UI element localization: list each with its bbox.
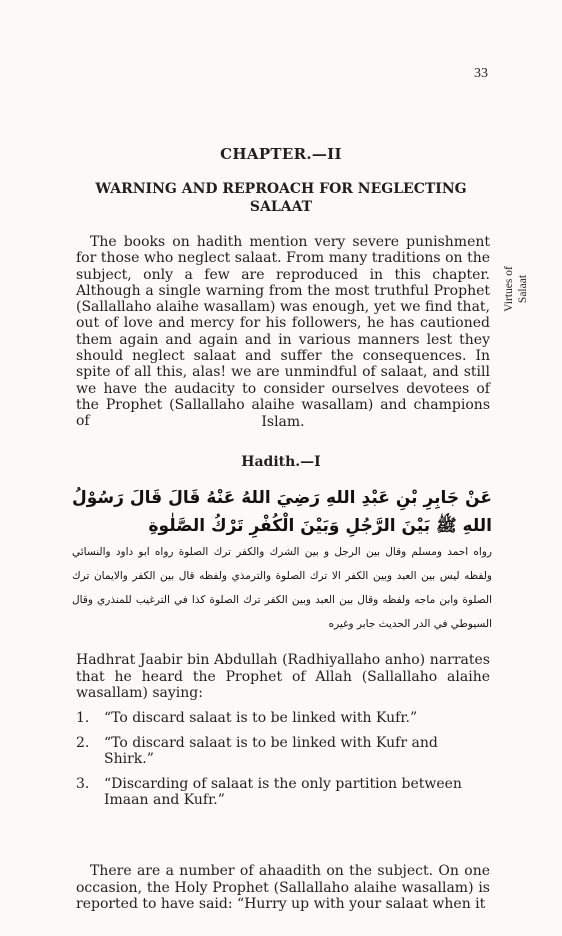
chapter-title: CHAPTER.—II	[220, 145, 342, 163]
list-item-text: “To discard salaat is to be linked with Kufr and Shirk.”	[104, 734, 438, 767]
side-label-line-2: Salaat	[517, 274, 529, 304]
list-item-text: “To discard salaat is to be linked with Kufr.”	[104, 710, 418, 726]
intro-paragraph: The books on hadith mention very severe punishment for those who neglect salaat. From many traditions on the subject, only a few are reproduced in this chapter. Although a single warning from the most truthful Prophet (Sallallaho alaihe wasallam) was enough, yet we find that, out of love and mercy for his followers, he has cautioned them again and again and in various manners lest they should neglect salaat and suffer the consequences. In spite of all this, alas! we are unmindful of salaat, and still we have the audacity to consider ourselves devotees of the Prophet (Sallallaho alaihe wasallam) and champions of	[76, 234, 490, 430]
list-item	[76, 776, 490, 809]
list-item-number: 3.	[76, 775, 90, 792]
page-number: 33	[474, 66, 488, 81]
arabic-reference-text: رواه احمد ومسلم وقال بين الرجل و بين الشرك والكفر ترك الصلوة رواه ابو داود والنسائي ولفظه ليس بين العبد وبين الكفر الا ترك الصلوة والترمذي ولفظه قال بين الكفر والايمان ترك الصلوة وابن ماجه ولفظه وقال بين العبد وبين الكفر ترك الصلوة كذا في الترغيب للمنذري وقال السيوطي في الدر الحديث جابر وغيره	[72, 546, 492, 630]
list-item-number: 1.	[76, 710, 90, 726]
side-label	[502, 252, 542, 326]
hadith-points-list	[76, 710, 490, 817]
closing-paragraph: There are a number of ahaadith on the subject. On one occasion, the Holy Prophet (Sallallaho alaihe wasallam) is reported to have said: “Hurry up with your salaat when it	[76, 863, 490, 912]
side-label-line-1: Virtues of	[503, 266, 515, 312]
intro-last-line: Islam.	[261, 414, 305, 430]
list-item-text: “Discarding of salaat is the only partition between Imaan and Kufr.”	[104, 775, 462, 808]
section-title: WARNING AND REPROACH FOR NEGLECTING SALAAT	[95, 181, 467, 215]
list-item-number: 2.	[76, 734, 90, 751]
arabic-hadith-text: عَنْ جَابِرِ بْنِ عَبْدِ اللهِ رَضِيَ اللهُ عَنْهُ قَالَ قَالَ رَسُوْلُ اللهِ ﷺ بَيْنَ الرَّجُلِ وَبَيْنَ الْكُفْرِ تَرْكُ الصَّلٰوةِ	[72, 488, 492, 536]
list-item	[76, 735, 490, 768]
hadith-heading: Hadith.—I	[241, 454, 321, 470]
list-item	[76, 710, 490, 727]
hadith-translation: Hadhrat Jaabir bin Abdullah (Radhiyallaho anho) narrates that he heard the Prophet of Allah (Sallallaho alaihe wasallam) saying:	[76, 652, 490, 701]
